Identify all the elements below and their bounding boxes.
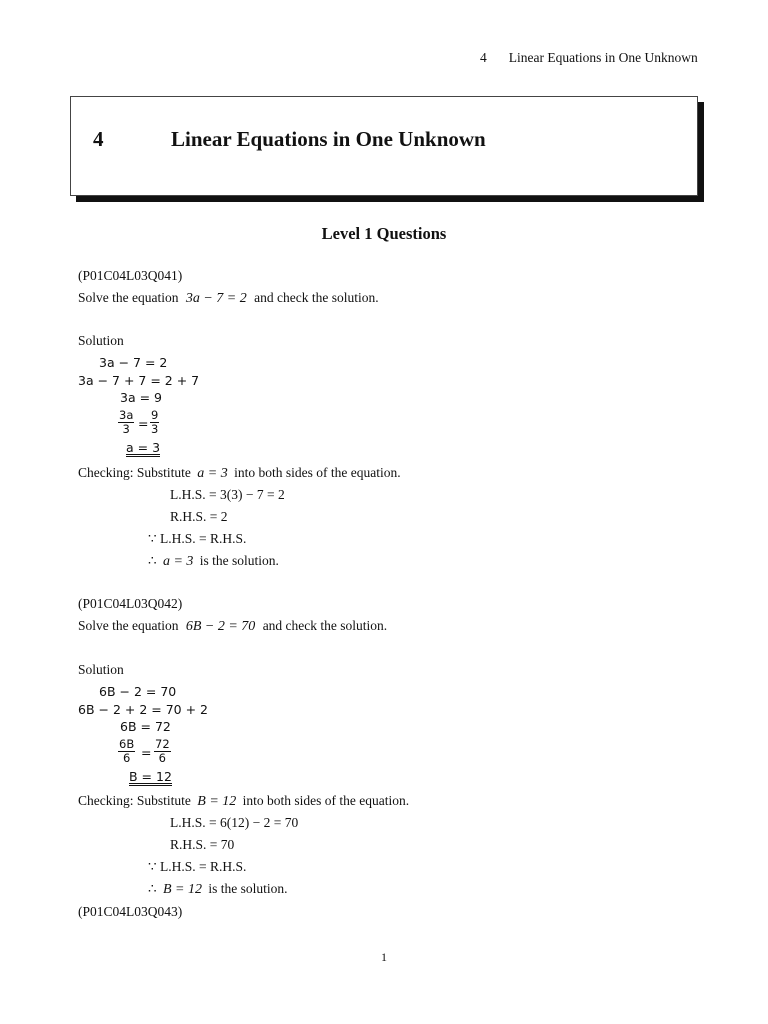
fraction-denominator: 3 <box>122 422 130 436</box>
checking-equation: B = 12 <box>197 794 237 809</box>
header-chapter-number: 4 <box>480 50 487 65</box>
equals-sign: = <box>141 745 152 760</box>
solution-step: 6B − 2 = 70 <box>99 684 177 699</box>
solution-step: 6B = 72 <box>120 719 171 734</box>
section-title: Level 1 Questions <box>321 224 447 243</box>
page-number: 1 <box>381 950 387 964</box>
solution-step: 3a − 7 + 7 = 2 + 7 <box>78 373 200 388</box>
since-line: ∵ L.H.S. = R.H.S. <box>148 859 247 874</box>
checking-equation: a = 3 <box>197 466 228 481</box>
rhs-line: R.H.S. = 70 <box>170 837 235 852</box>
fraction-numerator: 3a <box>119 408 134 422</box>
checking-suffix: into both sides of the equation. <box>234 465 401 480</box>
fraction-rhs <box>154 738 171 765</box>
running-header <box>480 50 698 66</box>
question-prompt <box>78 290 379 307</box>
fraction-numerator: 6B <box>119 737 135 751</box>
solution-label: Solution <box>78 333 124 348</box>
fraction-numerator: 72 <box>155 737 170 751</box>
checking-label: Checking: <box>78 793 134 808</box>
lhs-line: L.H.S. = 3(3) − 7 = 2 <box>170 487 285 502</box>
fraction-denominator: 6 <box>158 751 166 765</box>
therefore-line <box>148 553 279 570</box>
therefore-symbol: ∴ <box>148 553 157 568</box>
prompt-prefix: Solve the equation <box>78 290 179 305</box>
checking-label: Checking: <box>78 465 134 480</box>
fraction-denominator: 6 <box>122 751 131 765</box>
fraction-lhs <box>118 409 134 436</box>
prompt-suffix: and check the solution. <box>262 618 388 633</box>
fraction-denominator: 3 <box>151 422 159 436</box>
therefore-suffix: is the solution. <box>199 553 279 568</box>
rhs-line: R.H.S. = 2 <box>170 509 228 524</box>
therefore-suffix: is the solution. <box>208 881 288 896</box>
checking-prefix: Substitute <box>136 793 191 808</box>
prompt-suffix: and check the solution. <box>254 290 379 305</box>
chapter-number: 4 <box>93 127 104 151</box>
therefore-line <box>148 881 287 898</box>
therefore-equation: B = 12 <box>162 882 202 897</box>
lhs-line: L.H.S. = 6(12) − 2 = 70 <box>170 815 299 830</box>
checking-line <box>78 793 409 810</box>
therefore-equation: a = 3 <box>162 554 194 569</box>
final-answer: B = 12 <box>129 769 172 784</box>
solution-step: 6B − 2 + 2 = 70 + 2 <box>78 702 208 717</box>
question-prompt <box>78 618 387 635</box>
header-chapter-title: Linear Equations in One Unknown <box>508 50 698 65</box>
solution-step: 3a = 9 <box>120 390 162 405</box>
prompt-equation: 6B − 2 = 70 <box>185 619 256 634</box>
checking-line <box>78 465 401 482</box>
question-code: (P01C04L03Q042) <box>78 596 183 611</box>
question-code: (P01C04L03Q041) <box>78 268 183 283</box>
checking-prefix: Substitute <box>136 465 191 480</box>
chapter-title: Linear Equations in One Unknown <box>171 127 486 151</box>
since-line: ∵ L.H.S. = R.H.S. <box>148 531 247 546</box>
prompt-prefix: Solve the equation <box>78 618 179 633</box>
fraction-lhs <box>118 738 135 765</box>
solution-step: 3a − 7 = 2 <box>99 355 168 370</box>
fraction-rhs <box>150 409 159 436</box>
fraction-numerator: 9 <box>151 408 159 422</box>
solution-label: Solution <box>78 662 124 677</box>
checking-suffix: into both sides of the equation. <box>242 793 410 808</box>
equals-sign: = <box>138 416 149 431</box>
chapter-title-box <box>70 96 698 196</box>
prompt-equation: 3a − 7 = 2 <box>185 291 247 306</box>
question-code: (P01C04L03Q043) <box>78 904 183 919</box>
final-answer: a = 3 <box>126 440 161 455</box>
therefore-symbol: ∴ <box>148 881 157 896</box>
